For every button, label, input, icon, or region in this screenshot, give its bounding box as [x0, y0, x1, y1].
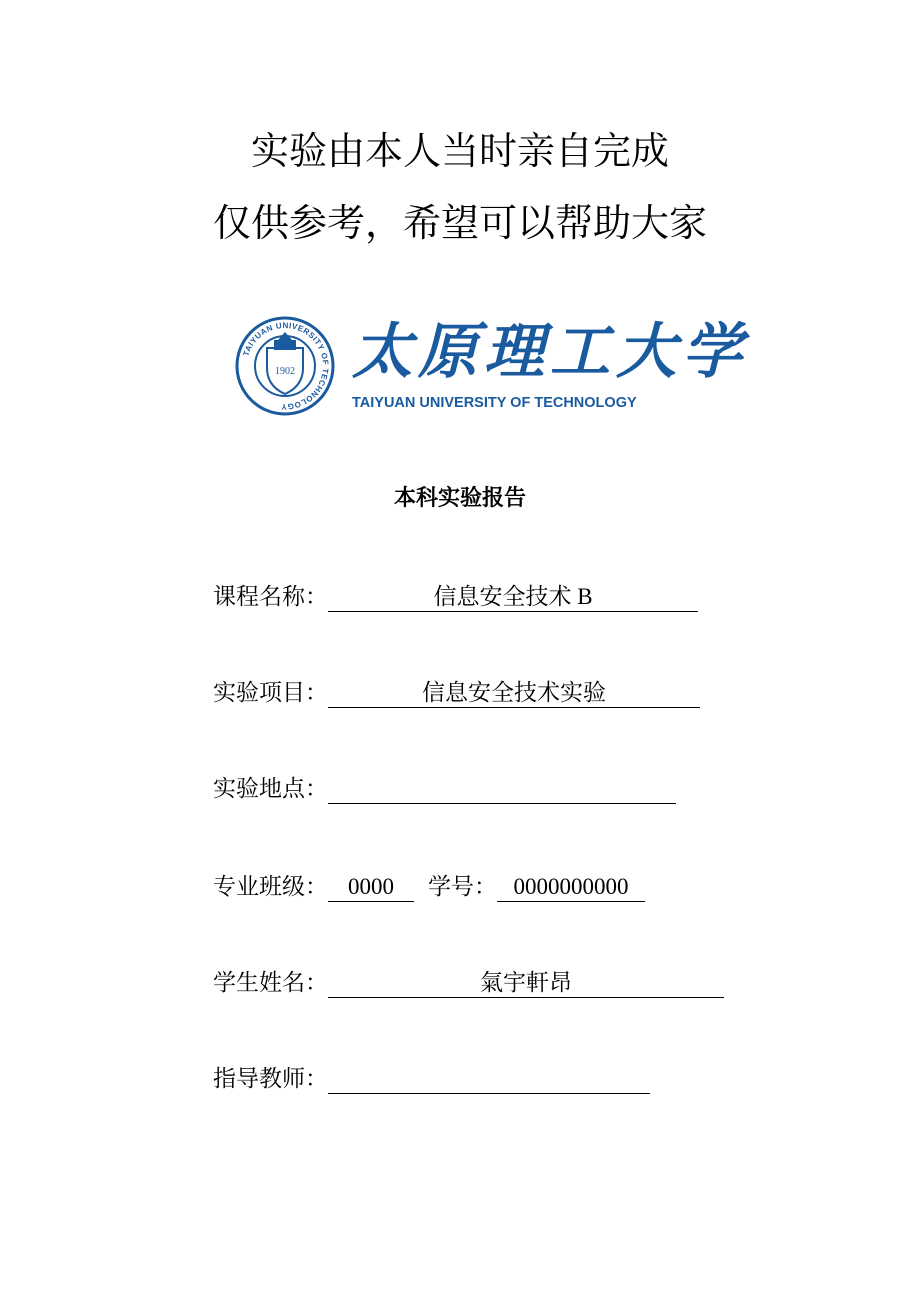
class-value[interactable]: 0000: [328, 872, 414, 902]
experiment-location-label: 实验地点：: [213, 776, 328, 802]
student-name-row: [213, 962, 724, 998]
class-label: 专业班级：: [213, 874, 328, 900]
course-name-label: 课程名称：: [213, 584, 328, 610]
university-name-en: TAIYUAN UNIVERSITY OF TECHNOLOGY: [352, 395, 637, 411]
teacher-value[interactable]: [328, 1064, 650, 1094]
notice-line-2: 仅供参考，希望可以帮助大家: [212, 201, 707, 245]
university-logo: [234, 316, 748, 416]
course-name-row: [213, 576, 698, 612]
experiment-project-row: [213, 672, 700, 708]
notice-line-1: 实验由本人当时亲自完成: [250, 129, 669, 173]
teacher-row: [213, 1058, 650, 1094]
experiment-location-row: [213, 768, 676, 804]
student-id-value[interactable]: 0000000000: [497, 872, 645, 902]
university-name-cn: 太原理工大学: [352, 317, 748, 387]
student-name-value[interactable]: 氣宇軒昂: [328, 968, 724, 998]
course-name-value[interactable]: 信息安全技术 B: [328, 582, 698, 612]
experiment-project-value[interactable]: 信息安全技术实验: [328, 678, 700, 708]
class-row: [213, 866, 645, 902]
student-name-label: 学生姓名：: [213, 970, 328, 996]
experiment-project-label: 实验项目：: [213, 680, 328, 706]
university-seal-icon: [234, 316, 336, 416]
teacher-label: 指导教师：: [213, 1066, 328, 1092]
experiment-location-value[interactable]: [328, 774, 676, 804]
report-title: 本科实验报告: [393, 486, 526, 511]
seal-ring-text: TAIYUAN UNIVERSITY OF TECHNOLOGY: [241, 320, 331, 412]
seal-year: 1902: [275, 366, 295, 377]
student-id-label: 学号：: [428, 874, 497, 900]
